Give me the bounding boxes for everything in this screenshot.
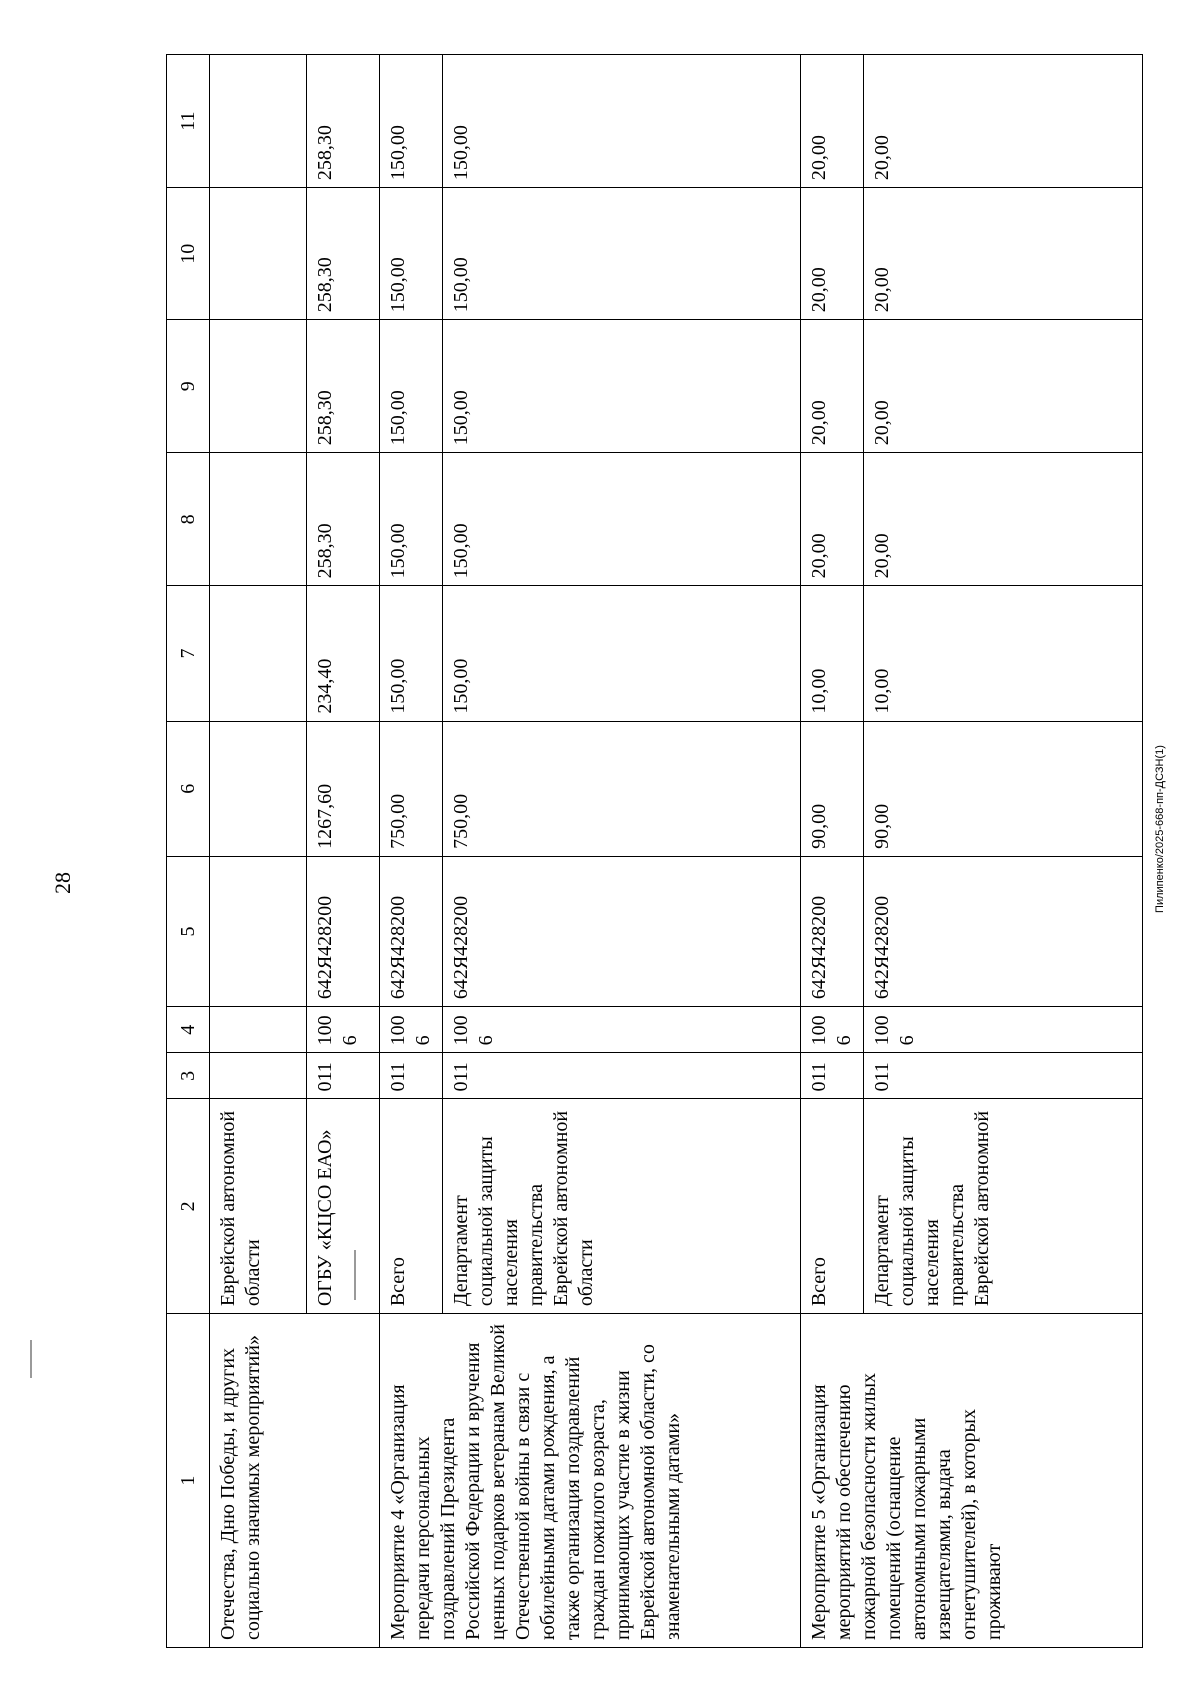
executor-cell: Всего <box>380 1099 443 1314</box>
table-cell: 258,30 <box>307 188 380 320</box>
table-cell: 150,00 <box>380 55 443 188</box>
header-cell: 7 <box>167 586 210 721</box>
table-cell: 150,00 <box>380 453 443 586</box>
table-cell <box>210 188 307 320</box>
document-code: Пилипенко/2025-668-пп-ДСЗН(1) <box>1154 745 1166 913</box>
table-cell: 20,00 <box>801 320 864 453</box>
table-cell: 258,30 <box>307 320 380 453</box>
table-cell: 150,00 <box>443 320 801 453</box>
table-header-row <box>167 55 210 1648</box>
table-cell: 20,00 <box>801 188 864 320</box>
executor-cell: Департамент социальной защиты населения правительства Еврейской автономной <box>864 1099 1143 1314</box>
table-cell: 642Я428200 <box>801 856 864 1006</box>
table-cell: 750,00 <box>380 721 443 856</box>
table-cell: 10,00 <box>801 586 864 721</box>
table-cell: 011 <box>443 1053 801 1099</box>
header-cell: 6 <box>167 721 210 856</box>
table-cell: 642Я428200 <box>864 856 1143 1006</box>
header-cell: 1 <box>167 1314 210 1648</box>
table-cell <box>210 586 307 721</box>
table-cell: 20,00 <box>864 453 1143 586</box>
table-cell: 1006 <box>801 1007 864 1053</box>
executor-cell: Еврейской автономной области <box>210 1099 307 1314</box>
executor-cell: ОГБУ «КЦСО ЕАО» <box>307 1099 380 1314</box>
table-cell: 150,00 <box>380 586 443 721</box>
measure-name-cell: Отечества, Дню Победы, и других социально значимых мероприятий» <box>210 1314 380 1648</box>
table-row <box>210 55 307 1648</box>
table-cell: 150,00 <box>443 586 801 721</box>
table-cell: 90,00 <box>864 721 1143 856</box>
table-cell <box>210 856 307 1006</box>
table-cell <box>210 1053 307 1099</box>
table-cell: 011 <box>864 1053 1143 1099</box>
header-cell: 8 <box>167 453 210 586</box>
table-cell: 150,00 <box>443 453 801 586</box>
header-cell: 5 <box>167 856 210 1006</box>
budget-table <box>166 54 1143 1648</box>
table-cell: 150,00 <box>443 188 801 320</box>
page-number: 28 <box>50 872 75 894</box>
executor-cell: Всего <box>801 1099 864 1314</box>
table-cell: 1006 <box>443 1007 801 1053</box>
table-cell: 1006 <box>380 1007 443 1053</box>
table-cell <box>210 1007 307 1053</box>
table-cell: 011 <box>801 1053 864 1099</box>
table-cell: 011 <box>307 1053 380 1099</box>
table-cell: 011 <box>380 1053 443 1099</box>
table-cell: 1267,60 <box>307 721 380 856</box>
table-cell <box>210 55 307 188</box>
measure-name-cell: Мероприятие 4 «Организация передачи персональных поздравлений Президента Российской Федерации и вручения ценных подарков ветеранам Великой Отечественной войны в связи с юбилейными датами рождения, а также организация поздравлений граждан пожилого возраста, принимающих участие в жизни Еврейской автономной области, со знаменательными датами» <box>380 1314 801 1648</box>
header-cell: 2 <box>167 1099 210 1314</box>
table-cell <box>210 721 307 856</box>
rotated-table-wrapper <box>166 54 1104 1648</box>
table-cell <box>210 320 307 453</box>
table-cell: 150,00 <box>443 55 801 188</box>
table-cell <box>210 453 307 586</box>
table-cell: 20,00 <box>801 453 864 586</box>
table-cell: 642Я428200 <box>307 856 380 1006</box>
scan-edge-mark <box>30 1340 32 1378</box>
table-cell: 642Я428200 <box>380 856 443 1006</box>
table-cell: 258,30 <box>307 453 380 586</box>
table-cell: 10,00 <box>864 586 1143 721</box>
table-cell: 750,00 <box>443 721 801 856</box>
table-cell: 90,00 <box>801 721 864 856</box>
table-cell: 258,30 <box>307 55 380 188</box>
header-cell: 10 <box>167 188 210 320</box>
table-cell: 20,00 <box>864 188 1143 320</box>
table-cell: 1006 <box>307 1007 380 1053</box>
table-cell: 1006 <box>864 1007 1143 1053</box>
table-row <box>801 55 864 1648</box>
header-cell: 4 <box>167 1007 210 1053</box>
header-cell: 9 <box>167 320 210 453</box>
table-cell: 20,00 <box>864 320 1143 453</box>
table-cell: 150,00 <box>380 320 443 453</box>
table-cell: 642Я428200 <box>443 856 801 1006</box>
header-cell: 3 <box>167 1053 210 1099</box>
table-cell: 150,00 <box>380 188 443 320</box>
table-cell: 20,00 <box>801 55 864 188</box>
table-cell: 20,00 <box>864 55 1143 188</box>
table-cell: 234,40 <box>307 586 380 721</box>
executor-cell: Департамент социальной защиты населения правительства Еврейской автономной области <box>443 1099 801 1314</box>
header-cell: 11 <box>167 55 210 188</box>
table-row <box>380 55 443 1648</box>
measure-name-cell: Мероприятие 5 «Организация мероприятий по обеспечению пожарной безопасности жилых помещений (оснащение автономными пожарными извещателями, выдача огнетушителей), в которых проживают <box>801 1314 1143 1648</box>
